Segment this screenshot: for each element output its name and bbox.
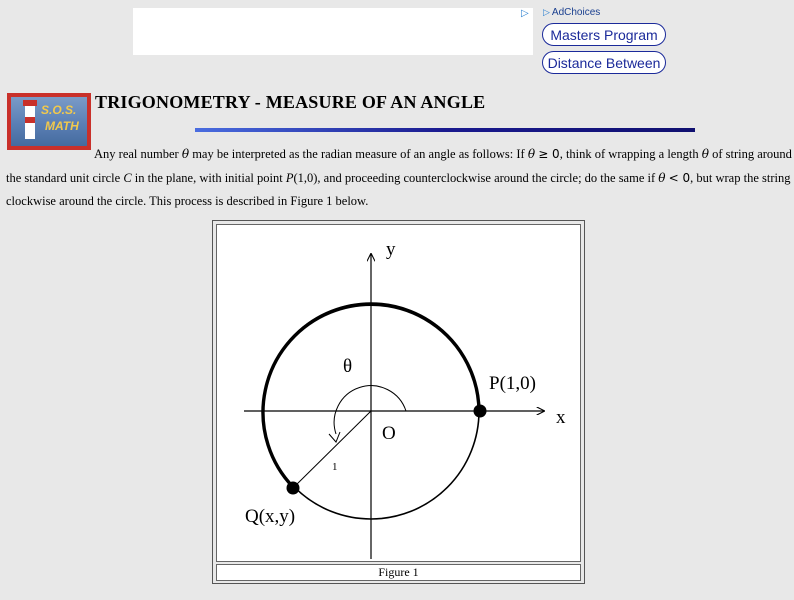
ad-button-masters-program[interactable]: Masters Program — [542, 23, 666, 46]
theta-symbol: θ — [658, 170, 666, 185]
adchoices-link[interactable] — [543, 7, 600, 18]
circle-c: C — [123, 170, 132, 185]
radius-line — [293, 411, 371, 488]
ad-play-icon[interactable]: ▷ — [521, 8, 529, 19]
lt-zero: < 0 — [668, 170, 691, 185]
para-text: (1,0), and proceeding counterclockwise around the circle; do the same if — [293, 170, 656, 185]
ad-banner[interactable] — [133, 8, 533, 55]
ge-zero: ≥ 0 — [538, 147, 560, 161]
page-title: TRIGONOMETRY - MEASURE OF AN ANGLE — [95, 92, 486, 112]
theta-symbol: θ — [181, 147, 190, 161]
origin-label: O — [382, 423, 396, 444]
point-p-label: P(1,0) — [489, 373, 536, 394]
lighthouse-icon — [25, 105, 35, 139]
adchoices-label: AdChoices — [551, 7, 601, 18]
angle-arrow-icon — [329, 432, 340, 442]
sos-math-logo[interactable] — [7, 93, 91, 150]
para-text: may be interpreted as the radian measure of an angle as follows: If — [192, 147, 525, 161]
point-q-dot — [287, 482, 300, 495]
para-text: , think of wrapping a length — [559, 147, 699, 161]
point-q-label: Q(x,y) — [245, 506, 296, 527]
ad-button-distance-between[interactable]: Distance Between — [542, 51, 666, 74]
logo-text-math: MATH — [45, 119, 79, 133]
para-text: Any real number — [94, 147, 179, 161]
next-paragraph-cutoff — [6, 590, 794, 600]
point-p: P — [285, 170, 294, 185]
adchoices-icon: ▷ — [543, 7, 550, 18]
para-text: in the plane, with initial point — [134, 170, 283, 185]
para-text: of string around the standard unit circle — [6, 147, 792, 185]
theta-symbol: θ — [527, 147, 536, 161]
unit-circle-figure — [216, 224, 581, 562]
para-text: , but wrap the string clockwise around the circle. This process is described in Figure 1 below. — [6, 170, 791, 208]
radius-label: 1 — [332, 461, 338, 473]
theta-label: θ — [343, 356, 353, 377]
logo-image — [11, 97, 87, 146]
y-axis-label: y — [386, 239, 396, 260]
intro-paragraph — [6, 143, 794, 214]
title-divider — [195, 128, 695, 132]
x-axis-label: x — [556, 407, 566, 428]
figure-caption: Figure 1 — [216, 564, 581, 581]
point-p-dot — [474, 405, 487, 418]
logo-text-sos: S.O.S. — [41, 103, 77, 117]
theta-symbol: θ — [701, 147, 709, 161]
